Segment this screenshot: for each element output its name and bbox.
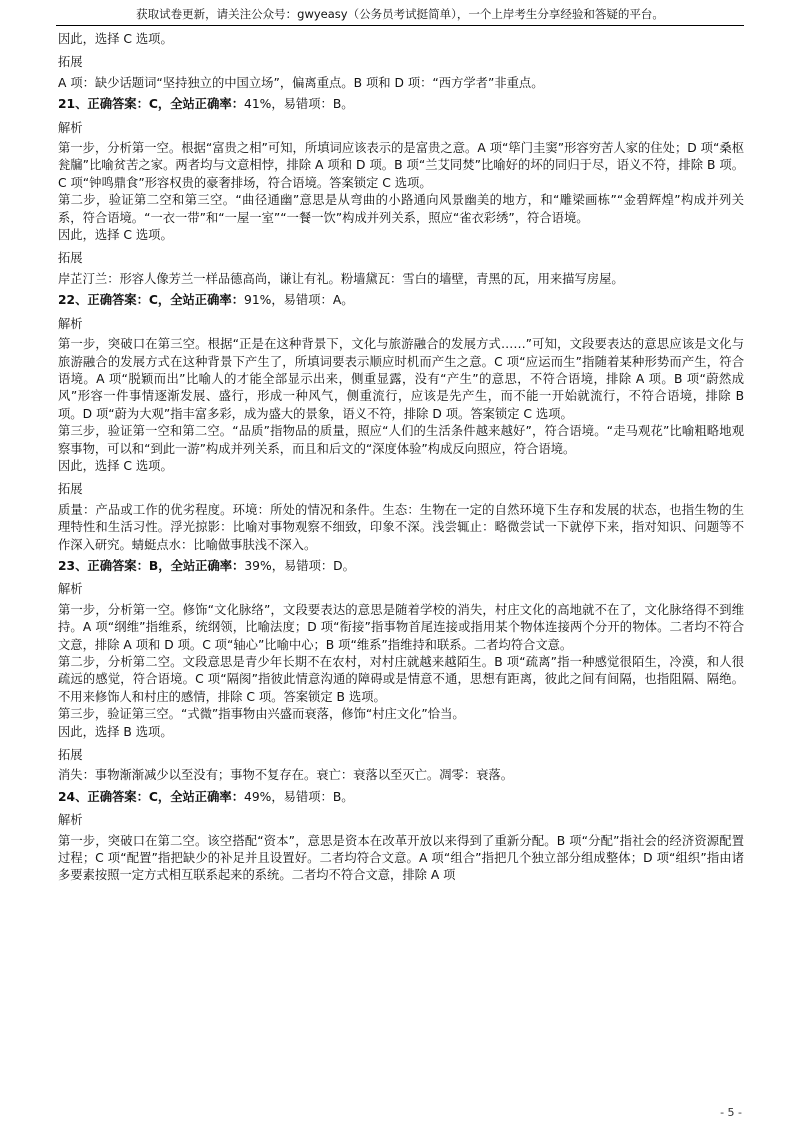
- q22-analysis-label: 解析: [58, 316, 83, 331]
- q21-answer-heading: [58, 96, 744, 113]
- q23-extension-text: 消失：事物渐渐减少以至没有；事物不复存在。衰亡：衰落以至灭亡。凋零：衰落。: [58, 768, 513, 783]
- q21-conclusion: 因此，选择 C 选项。: [58, 228, 173, 243]
- q22-answer-rest: 91%，易错项：A。: [244, 293, 354, 308]
- q21-step-1: 第一步，分析第一空。根据“富贵之相”可知，所填词应该表示的是富贵之意。A 项“筚门圭窦”形容穷苦人家的住处；D 项“桑枢瓮牖”比喻贫苦之家。两者均与文意相悖，排除 A 项和 D 项。B 项“兰艾同焚”比喻好的坏的同归于尽，语义不符，排除 B 项。C 项“钟鸣鼎食”形容权贵的豪奢排场，符合语境。答案锁定 C 选项。: [58, 141, 744, 190]
- q24-step-1: 第一步，突破口在第二空。该空搭配“资本”，意思是资本在改革开放以来得到了重新分配。B 项“分配”指社会的经济资源配置过程；C 项“配置”指把缺少的补足并且设置好。二者均符合文意。A 项“组合”指把几个独立部分组成整体；D 项“组织”指由诸多要素按照一定方式相互联系起来的系统。二者均不符合文意，排除 A 项: [58, 833, 744, 883]
- q23-step-3: 第三步，验证第三空。“式微”指事物由兴盛而衰落，修饰“村庄文化”恰当。: [58, 707, 465, 722]
- q21-step-2: 第二步，验证第二空和第三空。“曲径通幽”意思是从弯曲的小路通向风景幽美的地方，和“雕梁画栋”“金碧辉煌”构成并列关系，符合语境。“一衣一带”和“一屋一室”“一餐一饮”构成并列关系，照应“雀衣彩绣”，符合语境。: [58, 193, 744, 225]
- q20-extension-text: A 项：缺少话题词“坚持独立的中国立场”，偏离重点。B 项和 D 项：“西方学者”非重点。: [58, 75, 544, 90]
- page-header: 获取试卷更新，请关注公众号：gwyeasy（公务员考试挺简单），一个上岸考生分享经验和答疑的平台。: [136, 7, 664, 21]
- header-divider: [56, 25, 744, 26]
- q23-answer-rest: 39%，易错项：D。: [244, 558, 355, 573]
- q23-extension-label: 拓展: [58, 748, 83, 763]
- q24-answer-bold: 24、正确答案：C，全站正确率：: [58, 789, 244, 804]
- q23-analysis-label: 解析: [58, 582, 83, 597]
- q22-step-3: 第三步，验证第一空和第二空。“品质”指物品的质量，照应“人们的生活条件越来越好”，符合语境。“走马观花”比喻粗略地观察事物，可以和“到此一游”构成并列关系，而且和后文的“深度体验”构成反向照应，符合语境。: [58, 424, 744, 456]
- q22-step-1: 第一步，突破口在第三空。根据“正是在这种背景下，文化与旅游融合的发展方式……”可知，文段要表达的意思应该是文化与旅游融合的发展方式在这种背景下产生了，所填词要表示顺应时机而产生之意。C 项“应运而生”指随着某种形势而产生，符合语境。A 项“脱颖而出”比喻人的才能全部显示出来，侧重显露，没有“产生”的意思，不符合语境，排除 A 项。B 项“蔚然成风”形容一件事情逐渐发展、盛行，形成一种风气，侧重流行，应该是先产生，而不能一开始就流行，不符合语境，排除 B 项。D 项“蔚为大观”指丰富多彩，成为盛大的景象，语义不符，排除 D 项。答案锁定 C 选项。: [58, 337, 744, 421]
- q24-answer-rest: 49%，易错项：B。: [244, 789, 354, 804]
- page-number: - 5 -: [720, 1106, 742, 1119]
- q22-extension-text: 质量：产品或工作的优劣程度。环境：所处的情况和条件。生态：生物在一定的自然环境下生存和发展的状态，也指生物的生理特性和生活习性。浮光掠影：比喻对事物观察不细致，印象不深。浅尝辄止：略微尝试一下就停下来，指对知识、问题等不作深入研究。蜻蜓点水：比喻做事肤浅不深入。: [58, 502, 744, 552]
- q22-conclusion: 因此，选择 C 选项。: [58, 458, 173, 473]
- q21-answer-bold: 21、正确答案：C，全站正确率：: [58, 97, 244, 112]
- q23-step-2: 第二步，分析第二空。文段意思是青少年长期不在农村，对村庄就越来越陌生。B 项“疏离”指一种感觉很陌生，冷漠，和人很疏远的感觉，符合语境。C 项“隔阂”指彼此情意沟通的障碍或是情意不通，思想有距离，彼此之间有间隔，也指阻隔、隔绝。不用来修饰人和村庄的感情，排除 C 项。答案锁定 B 选项。: [58, 655, 744, 704]
- q20-conclusion: 因此，选择 C 选项。: [58, 32, 173, 46]
- q21-analysis-label: 解析: [58, 120, 83, 135]
- q22-answer-bold: 22、正确答案：C，全站正确率：: [58, 293, 244, 308]
- q21-answer-rest: 41%，易错项：B。: [244, 97, 354, 112]
- q23-step-1: 第一步，分析第一空。修饰“文化脉络”，文段要表达的意思是随着学校的消失，村庄文化的高地就不在了，文化脉络得不到维持。A 项“纲维”指维系，统纲领，比喻法度；D 项“衔接”指事物首尾连接或指用某个物体连接两个分开的物体。二者均不符合文意，排除 A 项和 D 项。C 项“轴心”比喻中心；B 项“维系”指维持和联系。二者均符合文意。: [58, 602, 744, 652]
- q21-extension-text: 岸芷汀兰：形容人像芳兰一样品德高尚，谦让有礼。粉墙黛瓦：雪白的墙壁，青黑的瓦，用来描写房屋。: [58, 271, 624, 286]
- q22-extension-label: 拓展: [58, 482, 83, 497]
- q23-conclusion: 因此，选择 B 选项。: [58, 724, 173, 739]
- q24-analysis-label: 解析: [58, 813, 83, 828]
- q23-answer-bold: 23、正确答案：B，全站正确率：: [58, 558, 245, 573]
- q21-extension-label: 拓展: [58, 251, 83, 266]
- q23-answer-heading: [58, 558, 744, 575]
- q22-answer-heading: [58, 292, 744, 309]
- q20-extension-label: 拓展: [58, 55, 83, 70]
- q24-answer-heading: [58, 789, 744, 806]
- document-body: [58, 31, 744, 885]
